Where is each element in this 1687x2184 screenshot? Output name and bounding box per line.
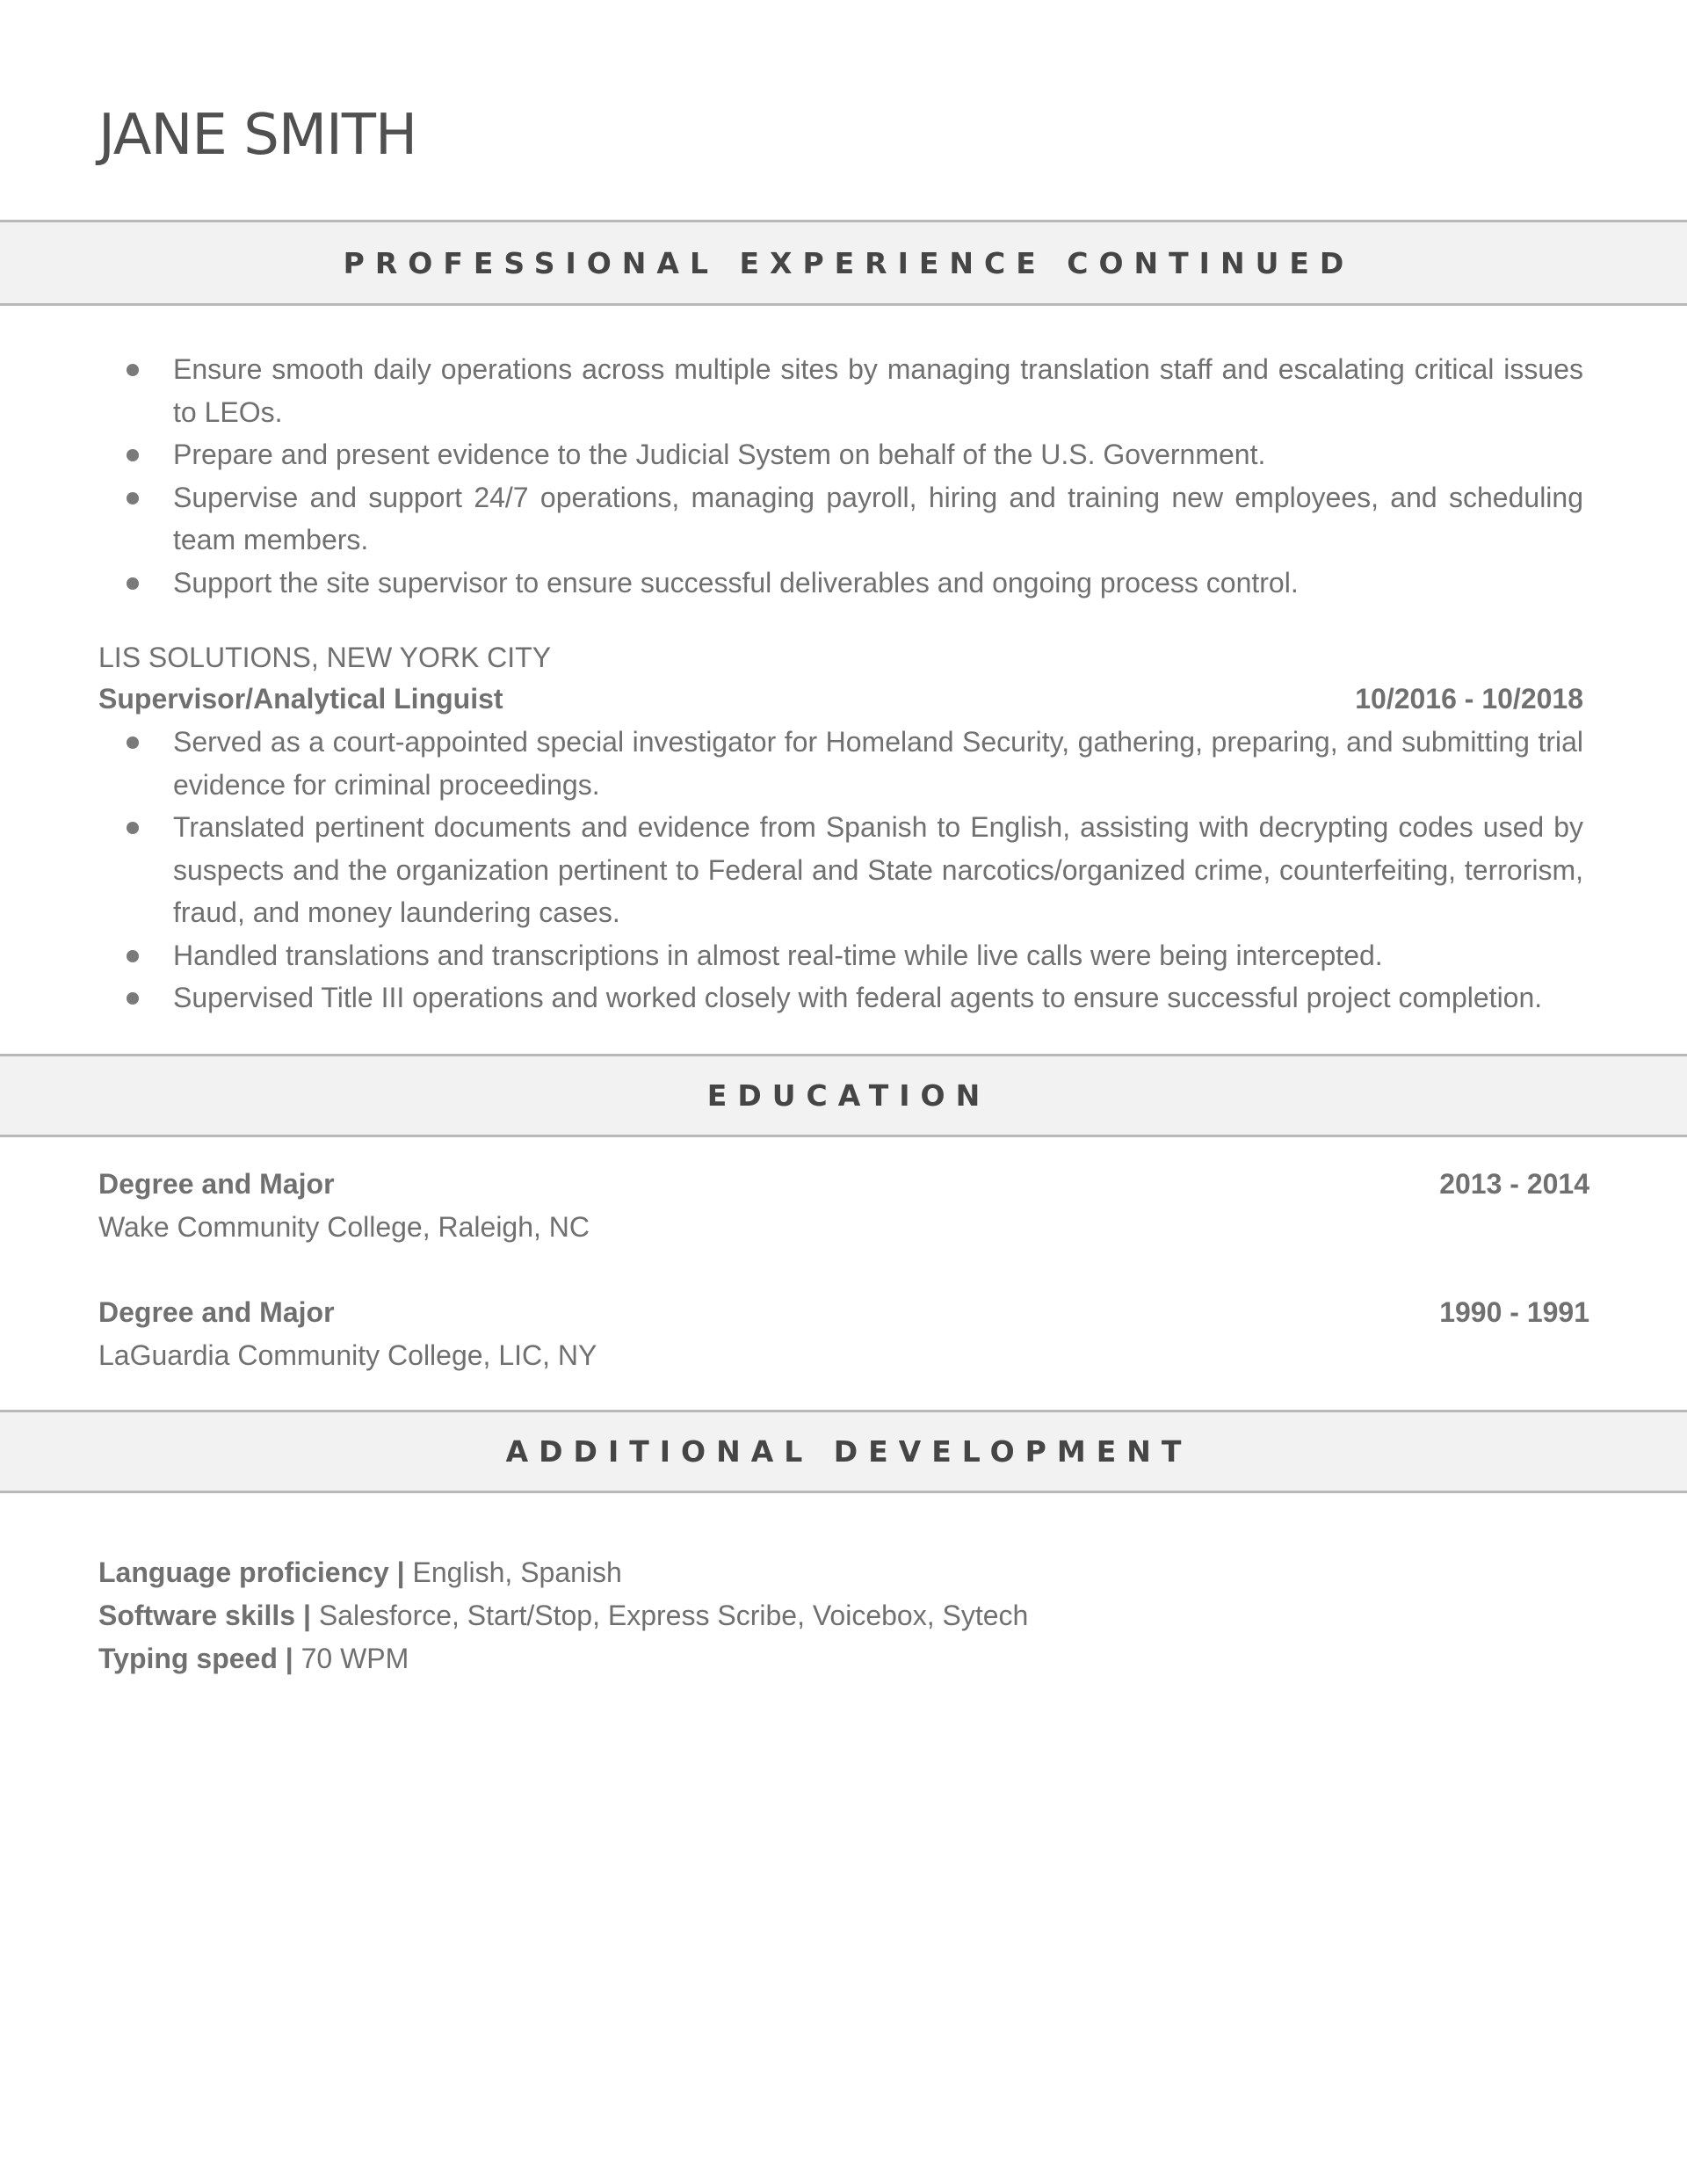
- education-school: LaGuardia Community College, LIC, NY: [98, 1339, 597, 1371]
- additional-item-value: English, Spanish: [404, 1556, 622, 1588]
- additional-section-title: ADDITIONAL DEVELOPMENT: [505, 1434, 1192, 1469]
- education-section-header: [0, 1054, 1687, 1137]
- additional-item-value: 70 WPM: [293, 1643, 409, 1674]
- additional-item-label: Typing speed |: [98, 1643, 293, 1674]
- bullet-icon: [127, 992, 139, 1005]
- bullet-icon: [127, 577, 139, 590]
- additional-item-value: Salesforce, Start/Stop, Express Scribe, Voicebox, Sytech: [310, 1600, 1029, 1631]
- job-title-row: [98, 678, 1583, 720]
- experience-section-title: PROFESSIONAL EXPERIENCE CONTINUED: [343, 245, 1355, 280]
- list-item: Served as a court-appointed special investigator for Homeland Security, gathering, preparing, and submitting trial evidence for criminal proceedings.: [98, 721, 1583, 806]
- additional-section-header: [0, 1410, 1687, 1493]
- additional-item: [98, 1637, 1583, 1680]
- job-bullets: [98, 721, 1583, 1019]
- list-item: Prepare and present evidence to the Judicial System on behalf of the U.S. Government.: [98, 433, 1583, 476]
- education-years: 1990 - 1991: [1439, 1296, 1589, 1328]
- experience-section-header: [0, 220, 1687, 306]
- job-company: LIS SOLUTIONS, NEW YORK CITY: [98, 642, 552, 673]
- list-item: Support the site supervisor to ensure successful deliverables and ongoing process control.: [98, 562, 1583, 605]
- job-dates: 10/2016 - 10/2018: [1355, 683, 1583, 715]
- education-years: 2013 - 2014: [1439, 1168, 1589, 1200]
- education-section-title: EDUCATION: [706, 1078, 991, 1113]
- list-item: Supervise and support 24/7 operations, managing payroll, hiring and training new employees, and scheduling team members.: [98, 476, 1583, 562]
- bullet-icon: [127, 822, 139, 834]
- list-item: Supervised Title III operations and worked closely with federal agents to ensure successful project completion.: [98, 976, 1583, 1019]
- bullet-icon: [127, 736, 139, 749]
- additional-item: [98, 1594, 1583, 1636]
- additional-item-label: Language proficiency |: [98, 1556, 405, 1588]
- additional-item: [98, 1551, 1583, 1593]
- bullet-icon: [127, 492, 139, 504]
- job-title: Supervisor/Analytical Linguist: [98, 683, 503, 715]
- bullet-icon: [127, 364, 139, 376]
- education-row: [98, 1291, 1589, 1333]
- list-item: Handled translations and transcriptions in almost real-time while live calls were being intercepted.: [98, 934, 1583, 977]
- list-item: Ensure smooth daily operations across multiple sites by managing translation staff and escalating critical issues to LEOs.: [98, 348, 1583, 433]
- experience-bullets-top: [98, 348, 1583, 604]
- additional-item-label: Software skills |: [98, 1600, 311, 1631]
- education-degree: Degree and Major: [98, 1168, 335, 1200]
- education-degree: Degree and Major: [98, 1296, 335, 1328]
- candidate-name: JANE SMITH: [98, 103, 417, 168]
- bullet-icon: [127, 449, 139, 461]
- education-school: Wake Community College, Raleigh, NC: [98, 1211, 590, 1243]
- bullet-icon: [127, 950, 139, 962]
- education-row: [98, 1163, 1589, 1205]
- list-item: Translated pertinent documents and evidence from Spanish to English, assisting with decrypting codes used by suspects and the organization pertinent to Federal and State narcotics/organized crime, counterfeiting, terrorism, fraud, and money laundering cases.: [98, 806, 1583, 934]
